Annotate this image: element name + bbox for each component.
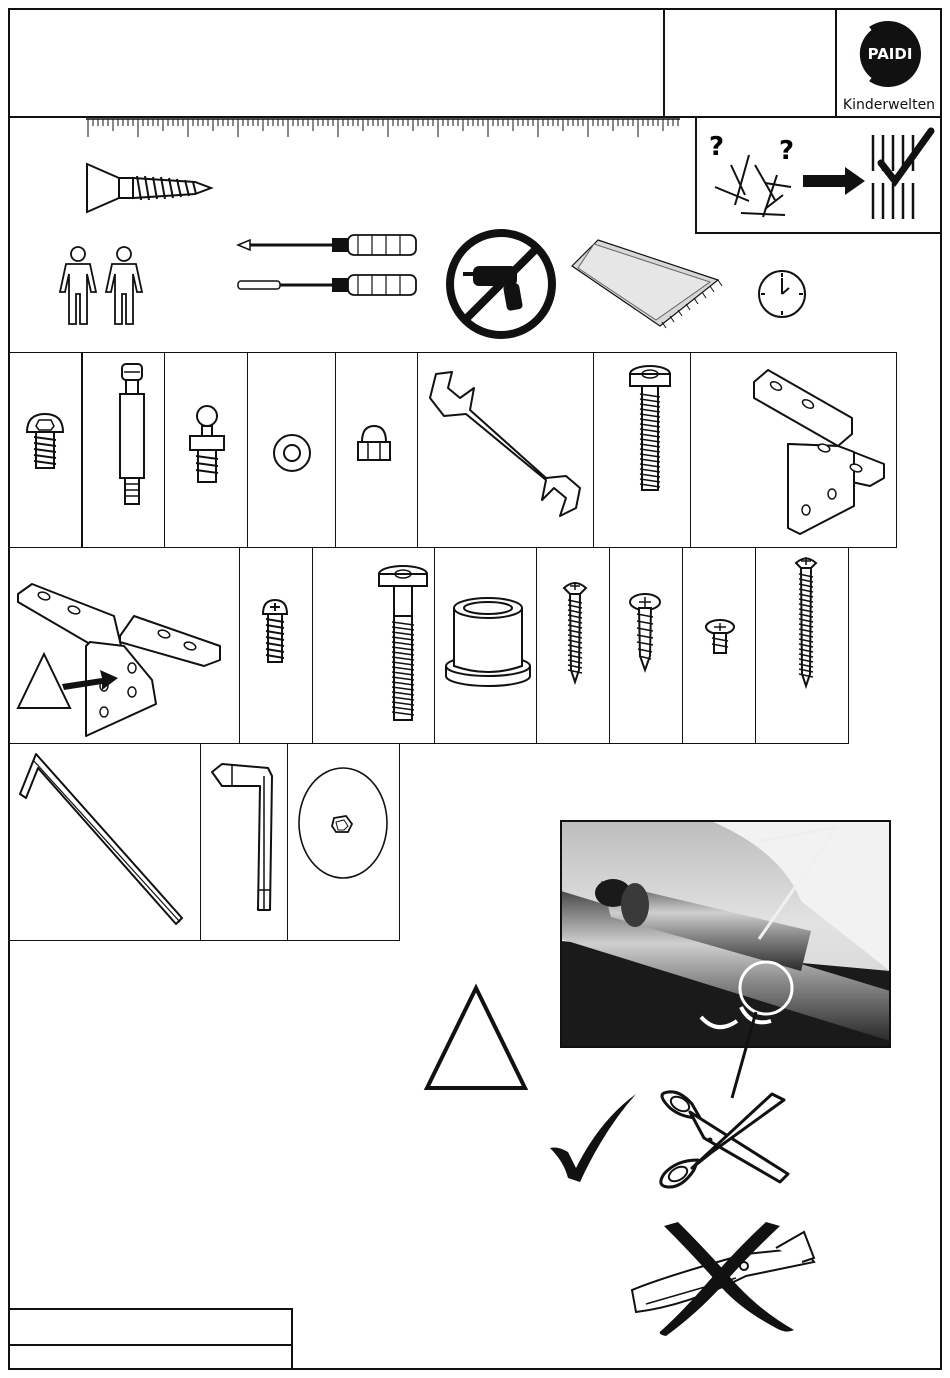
cable-tie-photo bbox=[561, 821, 890, 1047]
row2-divider bbox=[239, 548, 240, 744]
short-allen-key-icon bbox=[208, 762, 278, 914]
row2-divider bbox=[609, 548, 610, 744]
paidi-logo-icon bbox=[848, 14, 928, 94]
warning-triangle-icon bbox=[424, 984, 528, 1092]
long-connector-bolt-icon bbox=[376, 564, 430, 724]
row1-divider bbox=[164, 352, 165, 548]
flat-screwdriver-icon bbox=[236, 272, 418, 298]
cap-nut-icon bbox=[354, 424, 394, 464]
brand-logo-text: PAIDI bbox=[867, 45, 913, 63]
row3-divider bbox=[200, 744, 201, 941]
row1-divider bbox=[690, 352, 691, 548]
svg-text:?: ? bbox=[779, 136, 795, 166]
washer-icon bbox=[271, 432, 313, 474]
checkmark-icon bbox=[546, 1090, 642, 1186]
header-divider-1 bbox=[663, 9, 665, 117]
long-allen-key-icon bbox=[16, 752, 190, 930]
machine-screw-icon bbox=[260, 598, 290, 666]
row2-divider bbox=[434, 548, 435, 744]
no-drill-icon bbox=[445, 228, 557, 340]
bracket-warning-icon bbox=[14, 580, 226, 738]
row1-divider bbox=[335, 352, 336, 548]
long-bolt-icon bbox=[628, 364, 672, 494]
plastic-sleeve-icon bbox=[442, 596, 534, 690]
sorted-screws-icon bbox=[705, 125, 935, 225]
row1-divider bbox=[593, 352, 594, 548]
felt-pad-icon bbox=[296, 766, 390, 880]
small-pan-screw-icon bbox=[704, 618, 736, 656]
row2-divider bbox=[755, 548, 756, 744]
pointer-line bbox=[728, 1010, 758, 1102]
long-wood-screw-icon bbox=[794, 556, 818, 688]
ball-stud-icon bbox=[186, 404, 228, 484]
short-wood-screw-icon bbox=[628, 592, 662, 672]
two-persons-icon bbox=[58, 244, 150, 326]
row1-divider bbox=[417, 352, 418, 548]
footer-box-divider bbox=[9, 1344, 293, 1346]
row3-divider bbox=[287, 744, 288, 941]
connector-pin-icon bbox=[114, 362, 150, 506]
screw-icon bbox=[85, 160, 215, 216]
row2-divider bbox=[536, 548, 537, 744]
row1-divider bbox=[81, 352, 83, 548]
scissors-icon bbox=[652, 1090, 792, 1190]
row2-divider bbox=[312, 548, 313, 744]
open-end-wrench-icon bbox=[426, 368, 588, 518]
brand-tagline: Kinderwelten bbox=[842, 97, 936, 113]
blanket-icon bbox=[570, 236, 720, 330]
clock-icon bbox=[756, 268, 808, 320]
wood-screw-icon bbox=[562, 580, 588, 684]
phillips-screwdriver-icon bbox=[236, 232, 418, 258]
button-head-bolt-icon bbox=[24, 410, 66, 472]
footer-box bbox=[9, 1308, 293, 1369]
row1-divider bbox=[247, 352, 248, 548]
svg-text:?: ? bbox=[709, 132, 725, 162]
z-bracket-icon bbox=[748, 364, 890, 536]
utility-knife-crossed-icon bbox=[626, 1218, 822, 1336]
row2-divider bbox=[682, 548, 683, 744]
ruler-icon bbox=[86, 118, 680, 152]
